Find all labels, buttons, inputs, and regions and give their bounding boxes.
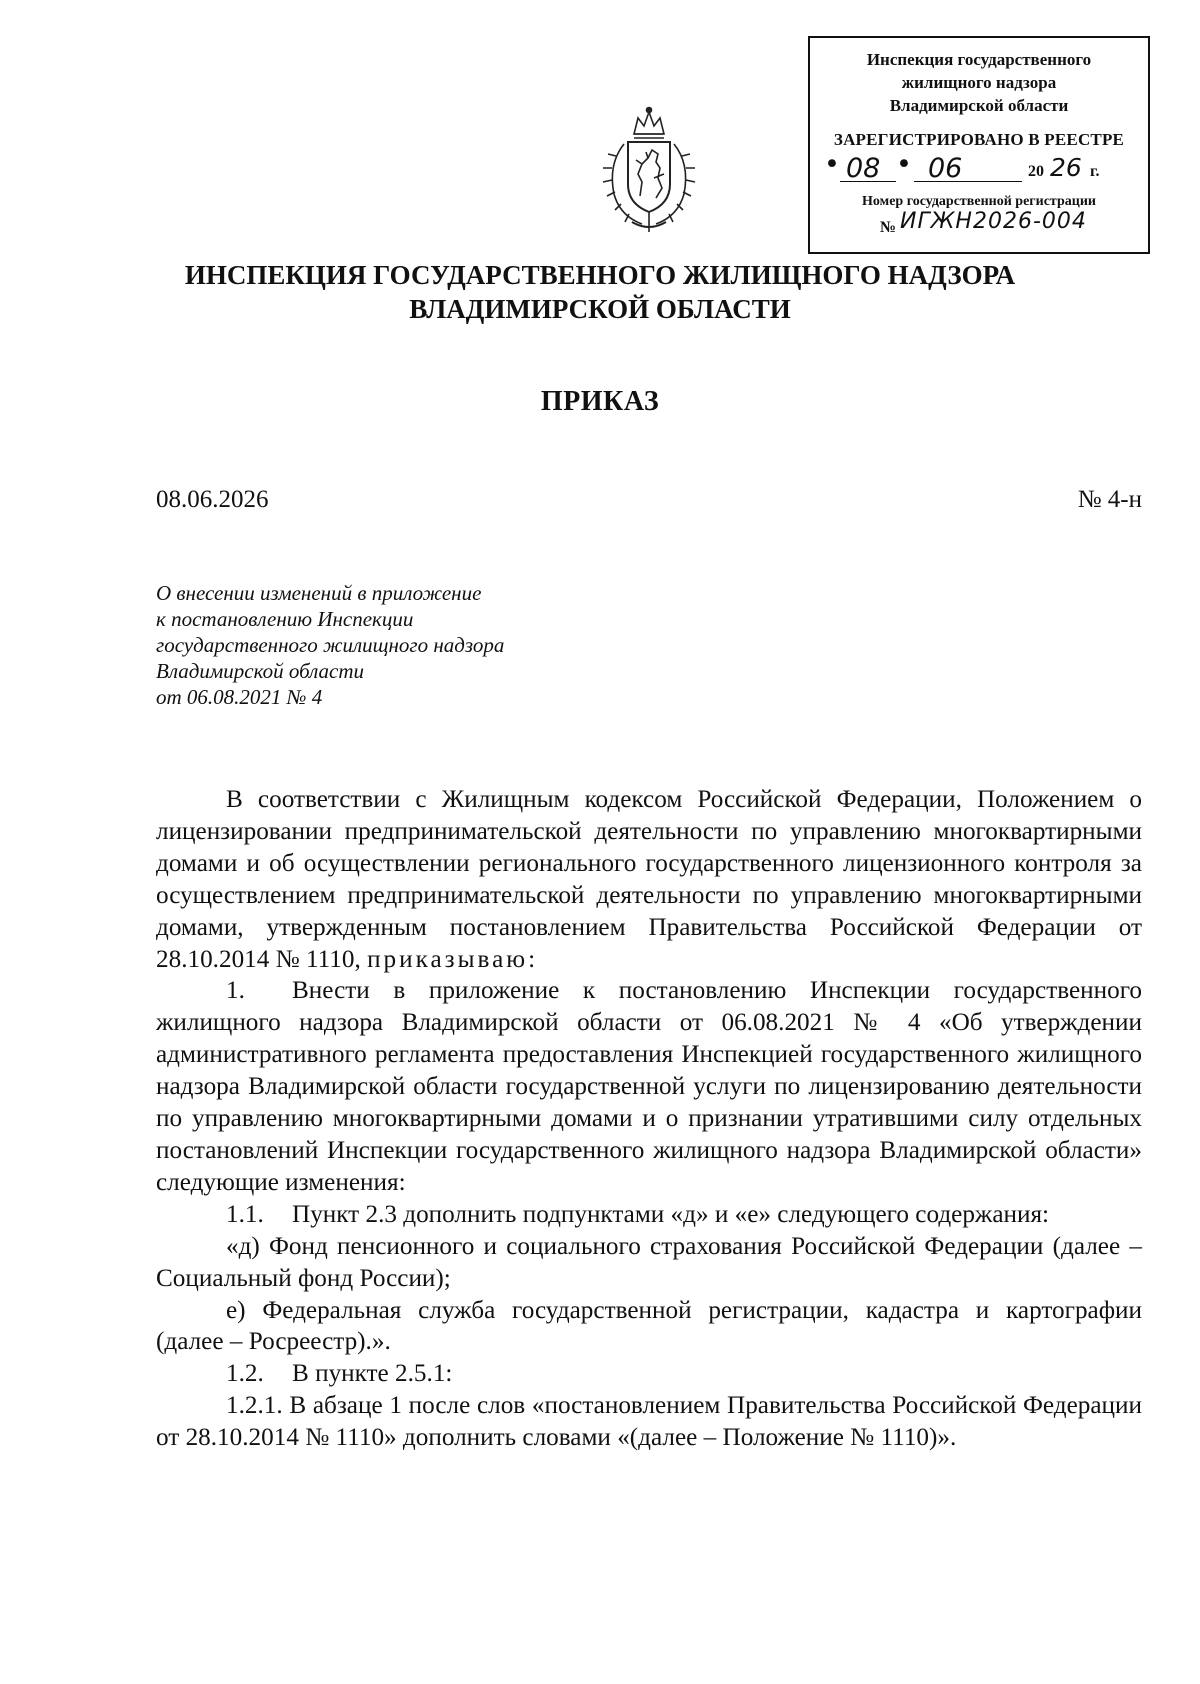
stamp-dot: •: [896, 149, 912, 180]
title-line: ИНСПЕКЦИЯ ГОСУДАРСТВЕННОГО ЖИЛИЩНОГО НАДЗОРА: [184, 260, 1016, 290]
paragraph-text: В пункте 2.5.1:: [292, 1360, 453, 1388]
paragraph-item-1-2-1: 1.2.1. В абзаце 1 после слов «постановлением Правительства Российской Федерации от 28.10.2014 № 1110» дополнить словами «(далее – Положение № 1110)».: [156, 1392, 1142, 1452]
item-label: 1.2.: [226, 1360, 264, 1388]
stamp-org-line: жилищного надзора: [901, 73, 1057, 92]
paragraph-item-1-2: [156, 1358, 1142, 1390]
stamp-year: 26: [1050, 153, 1082, 182]
document-type: ПРИКАЗ: [540, 386, 660, 417]
registration-stamp: [808, 36, 1150, 254]
organization-title: [140, 258, 1060, 326]
document-date: 08.06.2026: [156, 486, 269, 513]
paragraph-item-1: [156, 975, 1142, 1198]
subject-line: к постановлению Инспекции: [156, 607, 414, 631]
item-label: 1.: [226, 977, 245, 1005]
subject-line: О внесении изменений в приложение: [156, 581, 482, 605]
stamp-reg-number-label: Номер государственной регистрации: [862, 194, 1096, 209]
stamp-year-suffix: г.: [1090, 163, 1100, 180]
stamp-dot: •: [824, 149, 840, 180]
stamp-org-line: Инспекция государственного: [866, 50, 1092, 69]
paragraph-item-1-1: [156, 1199, 1142, 1231]
subject-line: от 06.08.2021 № 4: [156, 685, 323, 709]
stamp-registered-label: ЗАРЕГИСТРИРОВАНО В РЕЕСТРЕ: [833, 130, 1125, 149]
stamp-organization: [810, 48, 1148, 117]
stamp-reg-number-row: [810, 211, 1148, 243]
paragraph-preamble: [156, 784, 1142, 975]
paragraph-text: В соответствии с Жилищным кодексом Российской Федерации, Положением о лицензировании предпринимательской деятельности по управлению многоквартирными домами и об осуществлении регионального государственного лицензионного контроля за осуществлением предпринимательской деятельности по управлению многоквартирными домами, утвержденным постановлением Правительства Российской Федерации от 28.10.2014 № 1110,: [156, 786, 1142, 973]
stamp-date-row: [810, 149, 1148, 189]
paragraph-subitem-e: е) Федеральная служба государственной регистрации, кадастра и картографии (далее – Росреестр).».: [156, 1296, 1142, 1356]
stamp-underline: [914, 181, 1022, 182]
stamp-reg-number: ИГЖН2026-004: [900, 209, 1087, 234]
document-subject: [156, 580, 504, 710]
document-body: [156, 784, 1142, 1454]
order-word: приказываю:: [367, 945, 539, 973]
coat-of-arms-icon: [596, 104, 702, 236]
item-label: 1.1.: [226, 1200, 264, 1228]
title-line: ВЛАДИМИРСКОЙ ОБЛАСТИ: [409, 294, 791, 324]
stamp-month: 06: [928, 153, 963, 184]
stamp-number-sign: №: [880, 219, 897, 236]
document-number: № 4-н: [1077, 486, 1142, 513]
paragraph-subitem-d: «д) Фонд пенсионного и социального страхования Российской Федерации (далее – Социальный фонд России);: [156, 1232, 1142, 1292]
paragraph-text: Внести в приложение к постановлению Инспекции государственного жилищного надзора Владимирской области от 06.08.2021 № 4 «Об утверждении административного регламента предоставления Инспекцией государственного жилищного надзора Владимирской области государственной услуги по лицензированию деятельности по управлению многоквартирными домами и о признании утратившими силу отдельных постановлений Инспекции государственного жилищного надзора Владимирской области» следующие изменения:: [156, 977, 1142, 1196]
paragraph-text: Пункт 2.3 дополнить подпунктами «д» и «е» следующего содержания:: [292, 1200, 1050, 1228]
stamp-org-line: Владимирской области: [889, 96, 1069, 115]
stamp-underline: [840, 181, 896, 182]
subject-line: Владимирской области: [156, 659, 365, 683]
stamp-day: 08: [846, 153, 881, 184]
subject-line: государственного жилищного надзора: [156, 633, 505, 657]
stamp-year-prefix: 20: [1028, 163, 1044, 180]
